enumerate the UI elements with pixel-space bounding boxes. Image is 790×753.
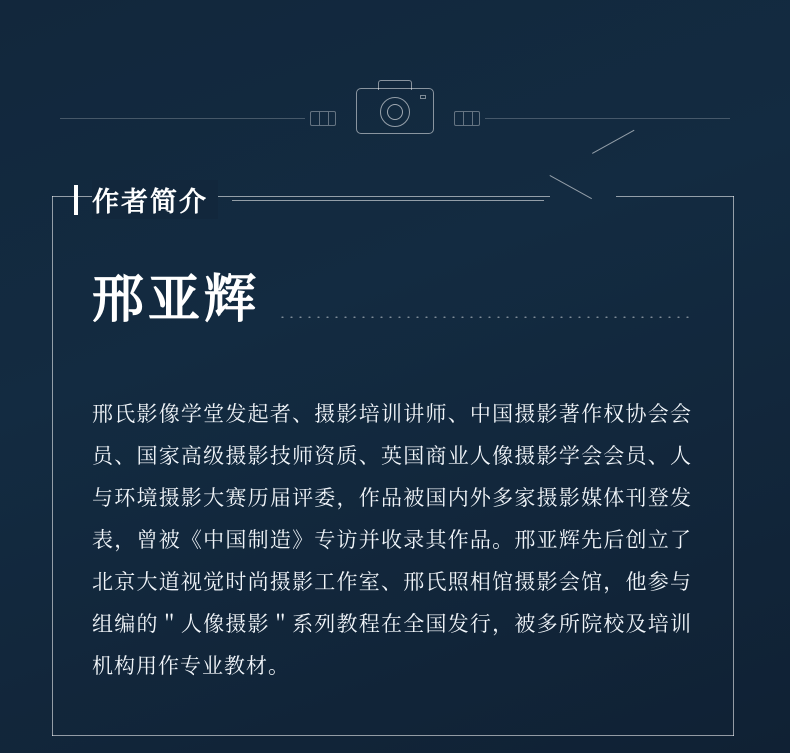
- section-heading-label: 作者简介: [92, 180, 218, 219]
- author-card: [52, 187, 734, 736]
- top-ornament: [0, 40, 790, 150]
- section-heading: [74, 180, 544, 219]
- heading-rule: [232, 200, 544, 201]
- notch-stroke-left: [550, 175, 592, 199]
- card-notch-chevron-icon: [542, 174, 618, 197]
- card-border-top-right: [616, 196, 734, 197]
- card-border-left: [52, 196, 53, 736]
- film-coil-icon: [454, 111, 480, 126]
- heading-accent-bar: [74, 185, 78, 215]
- divider-line-right: [485, 118, 730, 119]
- camera-flash: [420, 95, 426, 99]
- card-border-right: [733, 196, 734, 736]
- author-name-row: [92, 271, 692, 329]
- card-border-bottom: [52, 735, 734, 736]
- author-bio: 邢氏影像学堂发起者、摄影培训讲师、中国摄影著作权协会会员、国家高级摄影技师资质、英国商业人像摄影学会会员、人与环境摄影大赛历届评委，作品被国内外多家摄影媒体刊登发表，曾被《中国制造》专访并收录其作品。邢亚辉先后创立了北京大道视觉时尚摄影工作室、邢氏照相馆摄影会馆，他参与组编的＂人像摄影＂系列教程在全国发行，被多所院校及培训机构用作专业教材。: [92, 403, 692, 678]
- camera-lens-inner: [387, 104, 403, 120]
- camera-icon: [356, 78, 434, 134]
- film-coil-icon: [310, 111, 336, 126]
- dotted-decoration: [278, 310, 692, 318]
- author-name: 邢亚辉: [92, 271, 261, 329]
- divider-line-left: [60, 118, 305, 119]
